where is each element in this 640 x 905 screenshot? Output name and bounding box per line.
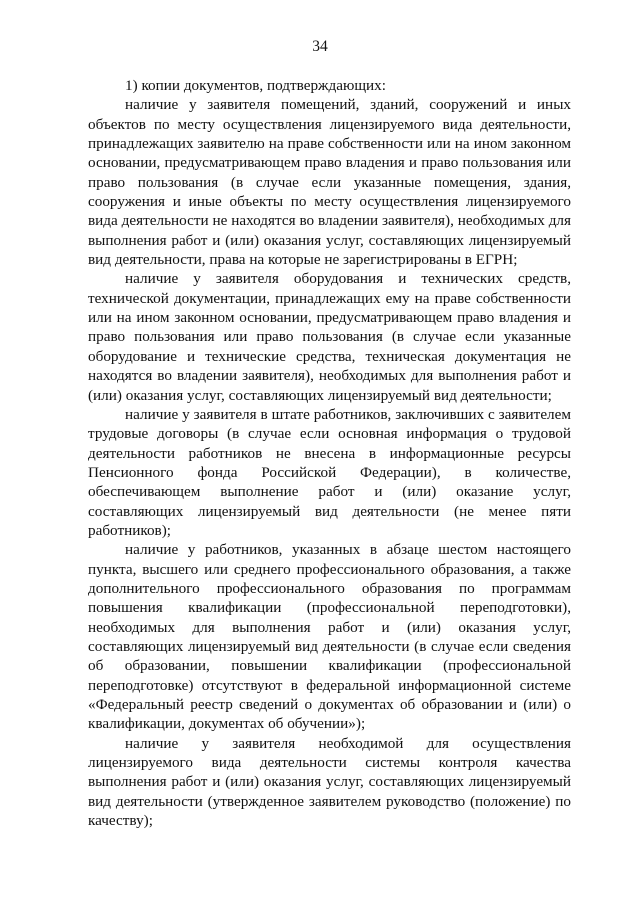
paragraph-quality-control: наличие у заявителя необходимой для осуществления лицензируемого вида деятельности системы контроля качества выполнения работ и (или) оказания услуг, составляющих лицензируемый вид деятельности (утвержденное заявителем руководство (положение) по качеству);	[88, 734, 571, 830]
paragraph-premises: наличие у заявителя помещений, зданий, сооружений и иных объектов по месту осуществления лицензируемого вида деятельности, принадлежащих заявителю на праве собственности или на ином законном основании, предусматривающем право владения и право пользования или право пользования (в случае если указанные помещения, здания, сооружения и иные объекты по месту осуществления лицензируемого вида деятельности не находятся во владении заявителя), необходимых для выполнения работ и (или) оказания услуг, составляющих лицензируемый вид деятельности, права на которые не зарегистрированы в ЕГРН;	[88, 96, 571, 269]
paragraph-education: наличие у работников, указанных в абзаце шестом настоящего пункта, высшего или среднего профессионального образования, а также дополнительного профессионального образования по программам повышения квалификации (профессиональной переподготовки), необходимых для выполнения работ и (или) оказания услуг, составляющих лицензируемый вид деятельности (в случае если сведения об образовании, повышении квалификации (профессиональной переподготовке) отсутствуют в федеральной информационной системе «Федеральный реестр сведений о документах об образовании и (или) о квалификации, документах об обучении»);	[88, 541, 571, 733]
paragraph-staff: наличие у заявителя в штате работников, заключивших с заявителем трудовые договоры (в случае если основная информация о трудовой деятельности работников не внесена в информационные ресурсы Пенсионного фонда Российской Федерации), в количестве, обеспечивающем выполнение работ и (или) оказание услуг, составляющих лицензируемый вид деятельности (не менее пяти работников);	[88, 405, 571, 539]
page-number: 34	[312, 38, 328, 55]
document-body	[88, 76, 571, 830]
paragraph-equipment: наличие у заявителя оборудования и технических средств, технической документации, принадлежащих ему на праве собственности или на ином законном основании, предусматривающем право владения и право пользования или право пользования (в случае если указанные оборудование и технические средства, техническая документация не находятся во владении заявителя), необходимых для выполнения работ и (или) оказания услуг, составляющих лицензируемый вид деятельности;	[88, 270, 571, 404]
paragraph-intro: 1) копии документов, подтверждающих:	[125, 77, 386, 94]
